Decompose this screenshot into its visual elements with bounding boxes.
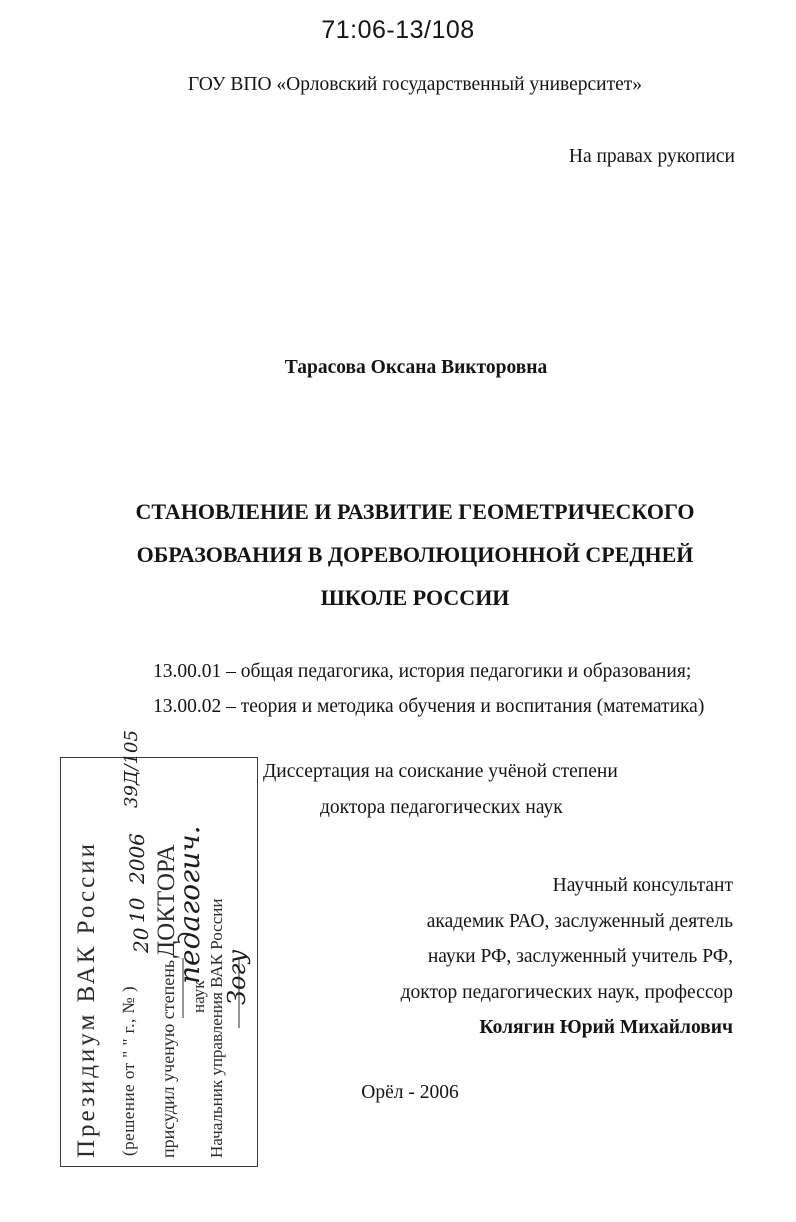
author-name: Тарасова Оксана Викторовна xyxy=(284,357,548,378)
degree-purpose-line: доктора педагогических наук xyxy=(320,797,563,818)
stamp-handwritten-year: 2006 xyxy=(125,833,149,884)
stamp-presidium-line: Президиум ВАК России xyxy=(73,841,100,1158)
stamp-handwritten-day: 20 xyxy=(129,927,153,953)
stamp-handwritten-number: 39Д/105 xyxy=(121,730,142,808)
manuscript-rights-note: На правах рукописи xyxy=(568,146,735,167)
title-line: ОБРАЗОВАНИЯ В ДОРЕВОЛЮЦИОННОЙ СРЕДНЕЙ xyxy=(136,542,694,567)
consultant-label: Научный консультант xyxy=(552,875,733,896)
dissertation-title xyxy=(40,490,790,619)
consultant-credentials-line: академик РАО, заслуженный деятель xyxy=(426,910,733,932)
stamp-degree-text: присудил ученую степень xyxy=(158,959,178,1158)
stamp-head-line: Начальник управления ВАК России xyxy=(207,898,226,1158)
specialty-line: 13.00.02 – теория и методика обучения и воспитания (математика) xyxy=(153,696,705,717)
degree-purpose-line: Диссертация на соискание учёной степени xyxy=(263,761,618,782)
consultant-credentials-line: доктор педагогических наук, профессор xyxy=(400,981,733,1003)
scientific-consultant xyxy=(401,868,733,1046)
archive-code: 71:06-13/108 xyxy=(321,16,475,44)
specialty-line: 13.00.01 – общая педагогика, история педагогики и образования; xyxy=(153,661,692,682)
stamp-underline-strokes xyxy=(61,758,257,1166)
stamp-handwritten-branch: педагогич. xyxy=(173,825,206,984)
vak-approval-stamp xyxy=(60,730,258,1167)
stamp-degree-level: ДОКТОРА xyxy=(153,844,180,958)
stamp-handwritten-month: 10 xyxy=(125,897,149,923)
stamp-signature: Зогу xyxy=(223,949,251,1005)
stamp-sciences-word: наук xyxy=(189,980,208,1013)
consultant-name: Колягин Юрий Михайлович xyxy=(479,1017,733,1039)
consultant-credentials-line: науки РФ, заслуженный учитель РФ, xyxy=(427,946,733,968)
title-line: СТАНОВЛЕНИЕ И РАЗВИТИЕ ГЕОМЕТРИЧЕСКОГО xyxy=(135,499,695,524)
title-line: ШКОЛЕ РОССИИ xyxy=(320,585,510,610)
university-name: ГОУ ВПО «Орловский государственный университет» xyxy=(187,74,643,95)
city-year: Орёл - 2006 xyxy=(361,1082,459,1103)
stamp-decision-line: (решение от " " г., № ) xyxy=(119,985,138,1156)
specialty-codes xyxy=(153,654,704,724)
